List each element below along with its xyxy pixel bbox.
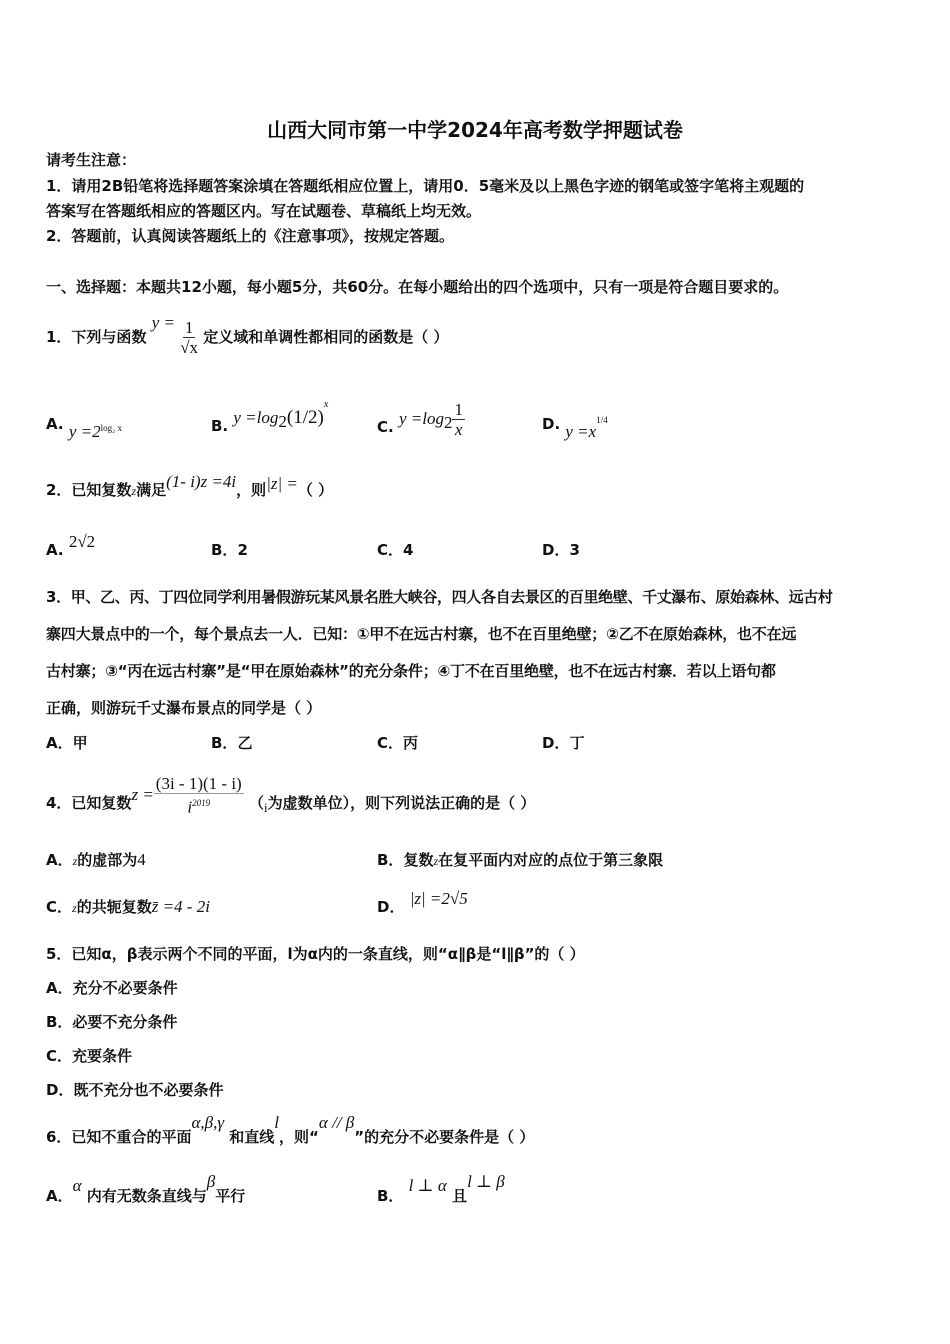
q-text: 6．已知不重合的平面	[46, 1128, 192, 1146]
fraction	[180, 318, 198, 357]
q-text: ，则	[236, 481, 267, 499]
option-b[interactable]	[211, 399, 329, 435]
math: α,β,γ	[191, 1113, 225, 1132]
q-text: 满足	[136, 481, 167, 499]
opt-label: D．	[542, 541, 570, 559]
notice-line: 2．答题前，认真阅读答题纸上的《注意事项》，按规定答题。	[46, 227, 454, 245]
math: z	[72, 854, 78, 868]
math: y =x	[565, 422, 597, 441]
opt-label: B．	[377, 1187, 404, 1205]
q-text: ，则“	[279, 1128, 319, 1146]
opt-label: B.	[211, 417, 229, 435]
option-b[interactable]	[211, 733, 252, 753]
option-a[interactable]: A．充分不必要条件	[46, 979, 178, 997]
opt-label: C．	[46, 898, 73, 916]
notice-heading: 请考生注意：	[46, 151, 137, 169]
den: √x	[180, 338, 199, 357]
question-3-line: 寨四大景点中的一个，每个景点去一人．已知：①甲不在远古村寨，也不在百里绝壁；②乙不在原始森林，也不在远	[46, 625, 797, 643]
math: 4	[137, 850, 146, 869]
math: 1/4	[596, 415, 608, 425]
den: i	[187, 797, 193, 817]
den: x	[454, 420, 463, 439]
opt-text: 且	[452, 1187, 468, 1205]
half-fraction: (1/2)	[286, 407, 324, 428]
opt-label: A．	[46, 734, 73, 752]
q-text: 1．下列与函数	[46, 328, 147, 346]
question-3-line: 正确，则游玩千丈瀑布景点的同学是（ ）	[46, 699, 322, 717]
opt-label: C．	[377, 734, 404, 752]
math: |z| =	[266, 474, 298, 493]
den-sup: 2019	[192, 798, 211, 808]
opt-value: 丙	[403, 734, 419, 752]
q-text: （ ）	[297, 481, 334, 499]
q-text: 和直线	[229, 1128, 275, 1146]
opt-label: C．	[377, 541, 404, 559]
question-3-line: 古村寨；③“丙在远古村寨”是“甲在原始森林”的充分条件；④丁不在百里绝壁，也不在远古村寨．若以上语句都	[46, 662, 776, 680]
math: z̄ =4 - 2i	[151, 897, 210, 916]
section-heading: 一、选择题：本题共12小题，每小题5分，共60分。在每小题给出的四个选项中，只有一项是符合题目要求的。	[46, 278, 789, 296]
q-text: ”的充分不必要条件是（ ）	[354, 1128, 535, 1146]
math: α	[72, 1176, 82, 1195]
math: α // β	[318, 1113, 355, 1132]
opt-value: 甲	[72, 734, 88, 752]
option-c[interactable]: C．充要条件	[46, 1047, 133, 1065]
option-a[interactable]	[46, 410, 122, 441]
math: 2√2	[68, 532, 96, 551]
opt-label: C.	[377, 418, 394, 436]
math: z =	[131, 784, 154, 804]
math: z	[72, 901, 77, 915]
math: l ⊥ α	[408, 1176, 447, 1195]
q-text: 4．已知复数	[46, 793, 132, 812]
math: log₂ x	[100, 423, 122, 433]
opt-text: 复数	[403, 851, 434, 869]
page-title: 山西大同市第一中学2024年高考数学押题试卷	[267, 118, 683, 142]
opt-value: 4	[403, 541, 414, 559]
math: l ⊥ β	[467, 1172, 505, 1191]
q-text: 定义域和单调性都相同的函数是（ ）	[203, 328, 449, 346]
math: 2	[443, 413, 453, 432]
opt-label: A．	[46, 1187, 73, 1205]
math: |z| =2√5	[409, 889, 468, 908]
option-a[interactable]	[46, 532, 96, 560]
notice-line: 1．请用2B铅笔将选择题答案涂填在答题纸相应位置上，请用0．5毫米及以上黑色字迹的钢笔或签字笔将主观题的	[46, 177, 805, 195]
question-6	[46, 1113, 535, 1147]
math: x	[323, 399, 329, 410]
option-a[interactable]	[46, 733, 88, 753]
opt-label: B．	[211, 734, 238, 752]
option-c[interactable]	[377, 400, 465, 439]
math: 2	[278, 412, 287, 431]
option-d[interactable]	[542, 733, 584, 753]
option-d[interactable]	[377, 889, 468, 917]
math: l	[274, 1113, 280, 1132]
opt-text: 在复平面内对应的点位于第三象限	[438, 851, 664, 869]
num: 1	[454, 400, 463, 419]
question-5: 5．已知α，β表示两个不同的平面，l为α内的一条直线，则“α∥β是“l∥β”的（ ）	[46, 945, 585, 963]
question-2	[46, 472, 334, 501]
q-text: （	[248, 793, 264, 812]
question-4	[46, 774, 536, 825]
math: (1- i)z =4i	[166, 472, 237, 491]
math: z	[433, 854, 439, 868]
option-a[interactable]	[46, 850, 146, 871]
opt-text: 内有无数条直线与	[86, 1187, 207, 1205]
opt-label: A．	[46, 851, 73, 869]
option-c[interactable]	[377, 540, 413, 560]
opt-label: B．	[377, 851, 404, 869]
opt-value: 乙	[237, 734, 253, 752]
opt-text: 的共轭复数	[76, 898, 152, 916]
math: β	[206, 1172, 216, 1191]
opt-value: 3	[569, 541, 580, 559]
option-d[interactable]	[542, 410, 608, 441]
option-b[interactable]: B．必要不充分条件	[46, 1013, 178, 1031]
math: y =log	[233, 408, 279, 427]
math: z	[131, 484, 137, 498]
option-a[interactable]	[46, 1172, 246, 1206]
opt-label: A.	[46, 541, 64, 559]
fraction	[452, 400, 465, 439]
option-d[interactable]: D．既不充分也不必要条件	[46, 1081, 224, 1099]
opt-label: B．	[211, 541, 238, 559]
opt-value: 丁	[569, 734, 585, 752]
opt-value: 2	[237, 541, 248, 559]
question-1	[46, 313, 449, 357]
option-c[interactable]	[377, 733, 418, 753]
opt-label: A.	[46, 415, 64, 433]
num: 1	[184, 318, 194, 337]
math: y =	[151, 313, 175, 332]
opt-text: 平行	[215, 1187, 246, 1205]
fraction	[154, 774, 244, 817]
math: y =log	[398, 409, 444, 428]
opt-label: D．	[377, 898, 405, 916]
math: y =2	[68, 422, 101, 441]
option-c[interactable]	[46, 897, 210, 918]
math: i	[263, 799, 268, 815]
option-b[interactable]	[211, 540, 248, 560]
notice-line: 答案写在答题纸相应的答题区内。写在试题卷、草稿纸上均无效。	[46, 202, 482, 220]
opt-label: D．	[542, 734, 570, 752]
opt-label: D.	[542, 415, 561, 433]
opt-text: 的虚部为	[77, 851, 138, 869]
q-text: 2．已知复数	[46, 481, 132, 499]
option-b[interactable]	[377, 1172, 505, 1206]
q-text: 为虚数单位），则下列说法正确的是（ ）	[267, 793, 536, 812]
num: (3i - 1)(1 - i)	[155, 774, 242, 793]
option-b[interactable]	[377, 850, 663, 871]
option-d[interactable]	[542, 540, 580, 560]
question-3-line: 3．甲、乙、丙、丁四位同学利用暑假游玩某风景名胜大峡谷，四人各自去景区的百里绝壁、千丈瀑布、原始森林、远古村	[46, 588, 833, 606]
